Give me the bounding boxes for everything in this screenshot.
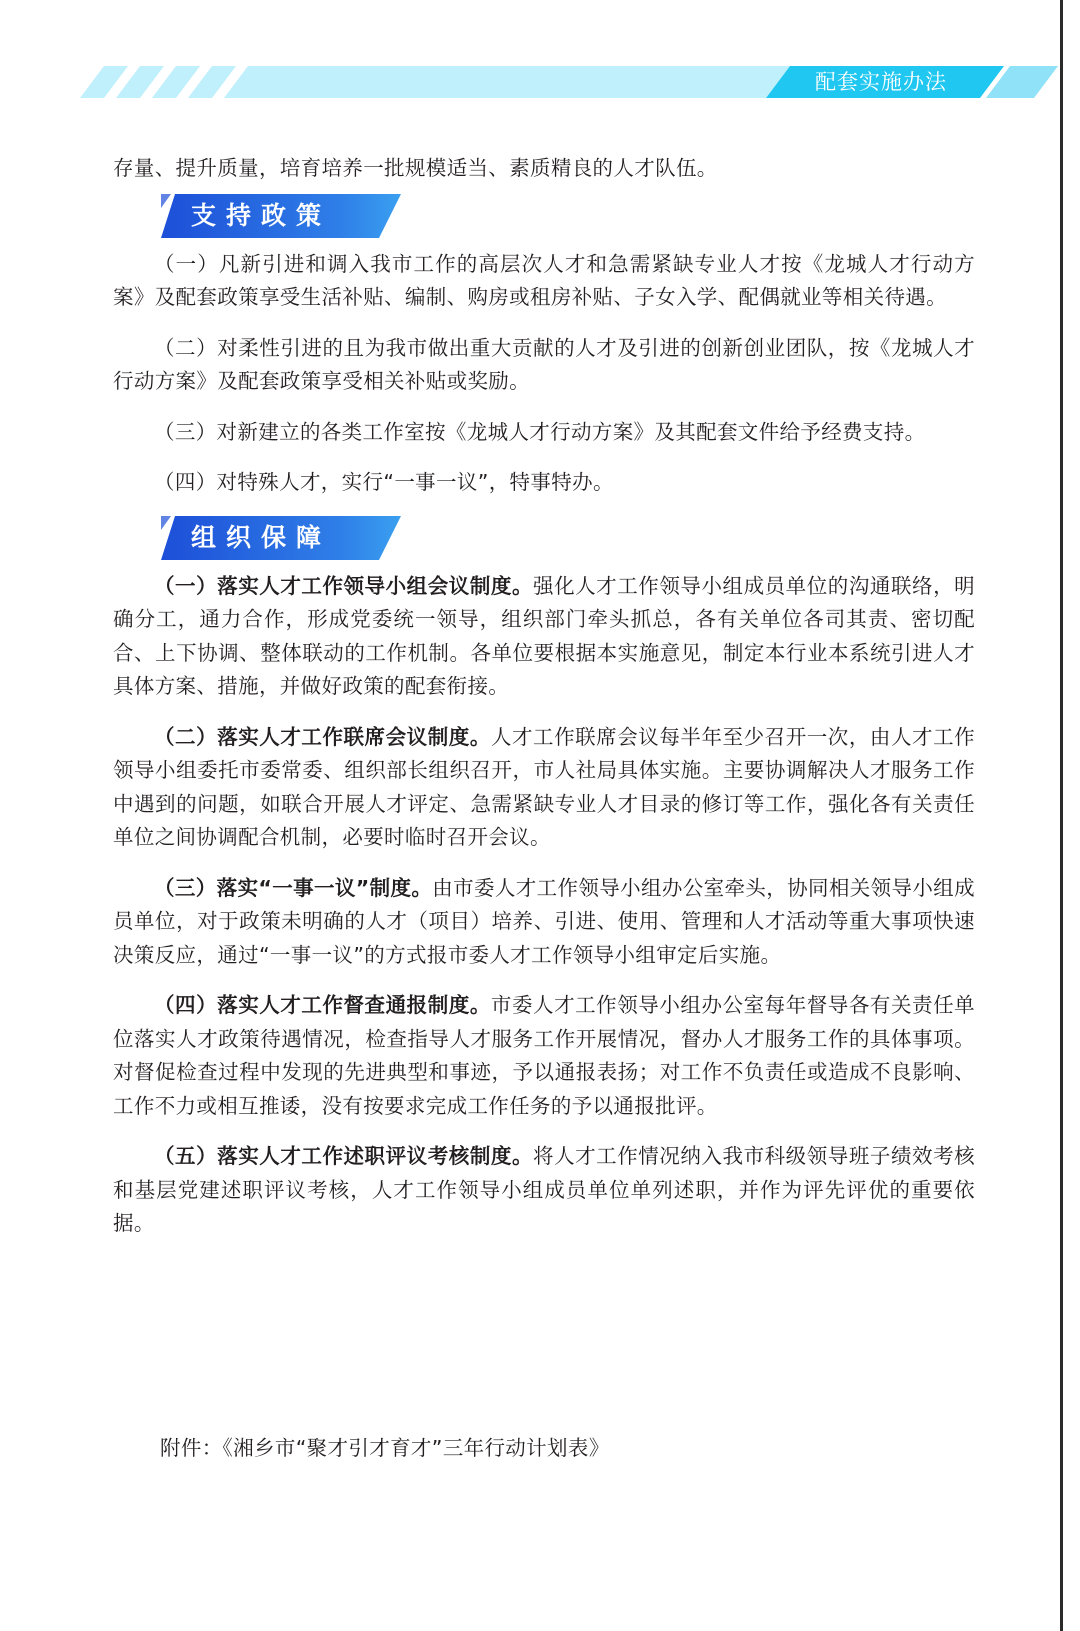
- paragraph-lead: （一）落实人才工作领导小组会议制度。: [154, 573, 534, 598]
- intro-line: 存量、提升质量，培育培养一批规模适当、素质精良的人才队伍。: [113, 156, 718, 180]
- main-content: [113, 152, 975, 1241]
- policy-paragraph: （一）凡新引进和调入我市工作的高层次人才和急需紧缺专业人才按《龙城人才行动方案》及配套政策享受生活补贴、编制、购房或租房补贴、子女入学、配偶就业等相关待遇。: [113, 251, 975, 309]
- paragraph-lead: （三）落实“一事一议”制度。: [154, 875, 433, 900]
- paragraph-lead: （五）落实人才工作述职评议考核制度。: [154, 1144, 534, 1168]
- paragraph-body: 强化人才工作领导小组成员单位的沟通联络，明确分工，通力合作，形成党委统一领导，组织部门牵头抓总，各有关单位各司其责、密切配合、上下协调、整体联动的工作机制。各单位要根据本实施意见，制定本行业本系统引进人才具体方案、措施，并做好政策的配套衔接。: [113, 573, 975, 698]
- section-title: 组织保障: [190, 522, 331, 552]
- paragraph-body: 人才工作联席会议每半年至少召开一次，由人才工作领导小组委托市委常委、组织部长组织召开，市人社局具体实施。主要协调解决人才服务工作中遇到的问题，如联合开展人才评定、急需紧缺专业人才目录的修订等工作，强化各有关责任单位之间协调配合机制，必要时临时召开会议。: [113, 724, 975, 849]
- attachment-note: 附件：《湘乡市“聚才引才育才”三年行动计划表》: [160, 1436, 610, 1460]
- guarantee-paragraph: [113, 989, 975, 1123]
- paragraph-body: 将人才工作情况纳入我市科级领导班子绩效考核和基层党建述职评议考核，人才工作领导小组成员单位单列述职，并作为评先评优的重要依据。: [113, 1144, 975, 1235]
- section-title: 支持政策: [190, 200, 331, 230]
- paragraph-lead: （四）落实人才工作督查通报制度。: [154, 993, 491, 1017]
- section-banner-support: [161, 194, 401, 238]
- paragraph-body: 市委人才工作领导小组办公室每年督导各有关责任单位落实人才政策待遇情况，检查指导人才服务工作开展情况，督办人才服务工作的具体事项。对督促检查过程中发现的先进典型和事迹，予以通报表扬；对工作不负责任或造成不良影响、工作不力或相互推诿，没有按要求完成工作任务的予以通报批评。: [113, 993, 975, 1118]
- guarantee-paragraph: [113, 1140, 975, 1241]
- policy-paragraph: （四）对特殊人才，实行“一事一议”，特事特办。: [154, 470, 614, 494]
- section-banner-organization: [161, 516, 401, 560]
- policy-paragraph: （二）对柔性引进的且为我市做出重大贡献的人才及引进的创新创业团队，按《龙城人才行动方案》及配套政策享受相关补贴或奖励。: [113, 335, 975, 393]
- guarantee-paragraph: [113, 872, 975, 973]
- guarantee-paragraph: [113, 570, 975, 704]
- guarantee-paragraph: [113, 721, 975, 855]
- paragraph-lead: （二）落实人才工作联席会议制度。: [154, 724, 491, 749]
- policy-paragraph: （三）对新建立的各类工作室按《龙城人才行动方案》及其配套文件给予经费支持。: [154, 419, 926, 444]
- paragraph-body: 由市委人才工作领导小组办公室牵头，协同相关领导小组成员单位，对于政策未明确的人才（项目）培养、引进、使用、管理和人才活动等重大事项快速决策反应，通过“一事一议”的方式报市委人才工作领导小组审定后实施。: [113, 875, 975, 967]
- header-title: 配套实施办法: [815, 70, 947, 94]
